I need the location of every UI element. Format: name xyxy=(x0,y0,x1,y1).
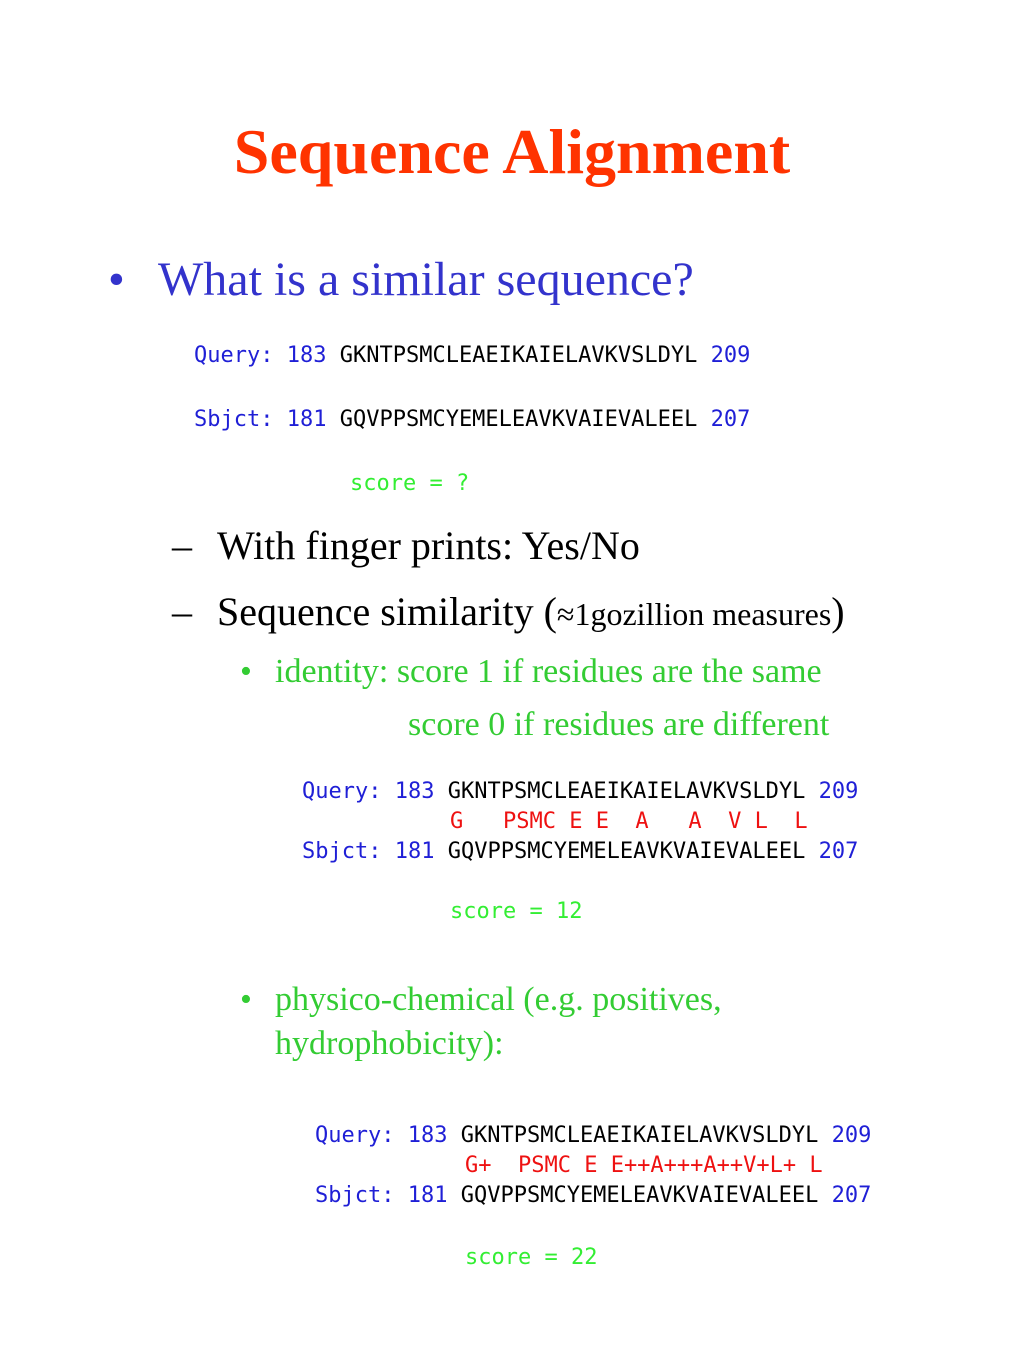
sbjct-start: 181 xyxy=(394,839,435,864)
alignment-1-query-row xyxy=(194,341,750,371)
sbjct-label: Sbjct: xyxy=(194,407,274,432)
alignment-2-sbjct-row xyxy=(302,837,858,867)
alignment-1-sbjct-row xyxy=(194,405,750,435)
sub-bullet-similarity xyxy=(217,588,845,638)
bullet-dot: • xyxy=(240,653,252,690)
query-start: 183 xyxy=(286,343,327,368)
sub-bullet-fingerprints: With finger prints: Yes/No xyxy=(217,523,640,568)
query-sequence: GKNTPSMCLEAEIKAIELAVKVSLDYL xyxy=(447,779,806,804)
query-label: Query: xyxy=(315,1123,395,1148)
alignment-3-match-row: G+ PSMC E E++A+++A++V+L+ L xyxy=(465,1153,823,1178)
main-question: What is a similar sequence? xyxy=(158,253,694,306)
identity-line-2: score 0 if residues are different xyxy=(408,706,830,743)
sbjct-sequence: GQVPPSMCYEMELEAVKVAIEVALEEL xyxy=(339,407,698,432)
sbjct-start: 181 xyxy=(407,1183,448,1208)
query-label: Query: xyxy=(302,779,382,804)
query-sequence: GKNTPSMCLEAEIKAIELAVKVSLDYL xyxy=(339,343,698,368)
sbjct-label: Sbjct: xyxy=(302,839,382,864)
identity-line-1: identity: score 1 if residues are the same xyxy=(275,653,822,690)
sbjct-start: 181 xyxy=(286,407,327,432)
sbjct-end: 207 xyxy=(710,407,751,432)
sbjct-sequence: GQVPPSMCYEMELEAVKVAIEVALEEL xyxy=(460,1183,819,1208)
query-end: 209 xyxy=(710,343,751,368)
sbjct-end: 207 xyxy=(831,1183,872,1208)
sbjct-sequence: GQVPPSMCYEMELEAVKVAIEVALEEL xyxy=(447,839,806,864)
query-start: 183 xyxy=(407,1123,448,1148)
query-end: 209 xyxy=(818,779,859,804)
sbjct-label: Sbjct: xyxy=(315,1183,395,1208)
alignment-3-query-row xyxy=(315,1121,871,1151)
query-sequence: GKNTPSMCLEAEIKAIELAVKVSLDYL xyxy=(460,1123,819,1148)
bullet-dot: • xyxy=(108,253,125,306)
alignment-3-sbjct-row xyxy=(315,1181,871,1211)
bullet-dot: • xyxy=(240,981,252,1018)
alignment-2-match-row: G PSMC E E A A V L L xyxy=(450,809,808,834)
physico-line-1: physico-chemical (e.g. positives, xyxy=(275,981,722,1018)
dash-marker: – xyxy=(172,589,192,634)
physico-line-2: hydrophobicity): xyxy=(275,1025,504,1062)
similarity-approx: ≈1gozillion measures xyxy=(556,596,832,632)
alignment-1-score: score = ? xyxy=(350,471,470,496)
sbjct-end: 207 xyxy=(818,839,859,864)
alignment-2-score: score = 12 xyxy=(450,899,583,924)
similarity-close: ) xyxy=(831,589,845,634)
page-title: Sequence Alignment xyxy=(233,116,791,187)
query-label: Query: xyxy=(194,343,274,368)
query-start: 183 xyxy=(394,779,435,804)
dash-marker: – xyxy=(172,523,192,568)
query-end: 209 xyxy=(831,1123,872,1148)
similarity-text: Sequence similarity ( xyxy=(217,589,557,634)
alignment-2-query-row xyxy=(302,777,858,807)
alignment-3-score: score = 22 xyxy=(465,1245,598,1270)
